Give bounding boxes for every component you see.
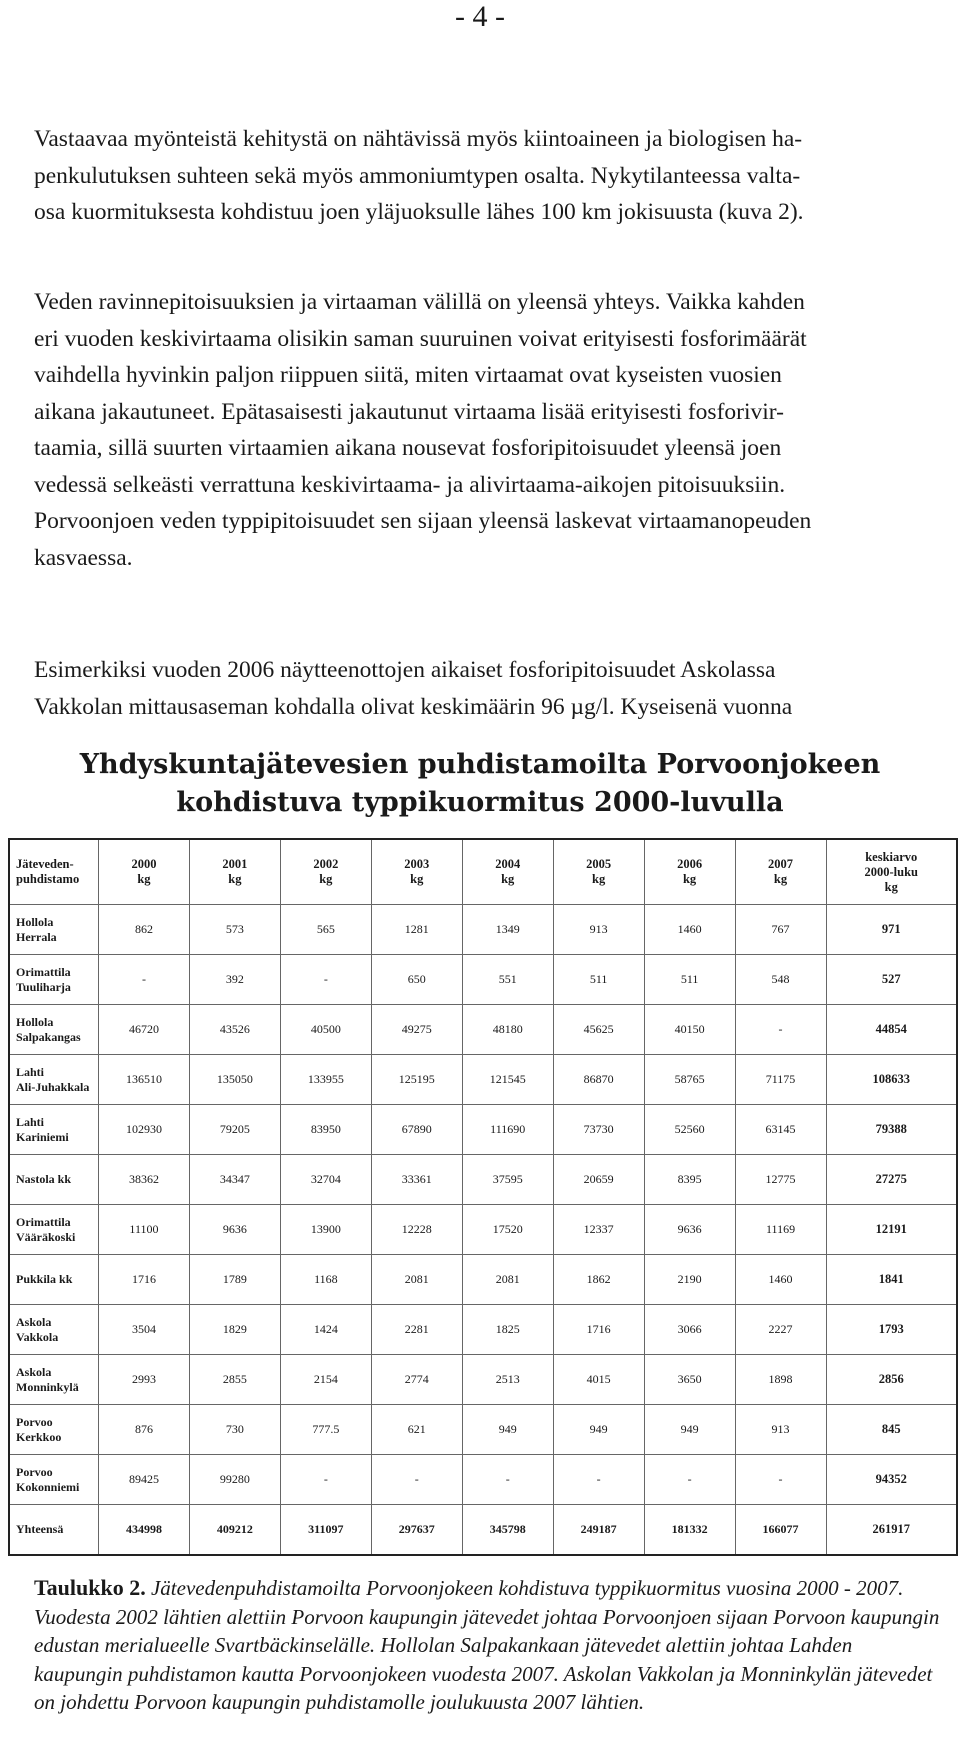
header-year [280, 839, 371, 905]
value-cell: 862 [99, 905, 190, 955]
value-cell: 20659 [553, 1155, 644, 1205]
plant-name-cell: Yhteensä [9, 1505, 99, 1555]
value-cell: - [644, 1455, 735, 1505]
header-year-label: 2000 [131, 857, 157, 871]
value-cell: 40500 [280, 1005, 371, 1055]
header-average-line1: keskiarvo [865, 849, 918, 864]
table-row [9, 955, 957, 1005]
value-cell: 1862 [553, 1255, 644, 1305]
value-cell: 311097 [280, 1505, 371, 1555]
value-cell: 17520 [462, 1205, 553, 1255]
average-cell: 79388 [826, 1105, 957, 1155]
header-plant-line2: puhdistamo [16, 872, 80, 886]
plant-name-cell: Nastola kk [9, 1155, 99, 1205]
table-body [9, 905, 957, 1555]
plant-name-cell: Pukkila kk [9, 1255, 99, 1305]
average-cell: 94352 [826, 1455, 957, 1505]
value-cell: 32704 [280, 1155, 371, 1205]
value-cell: 511 [553, 955, 644, 1005]
plant-name-cell: Askola Vakkola [9, 1305, 99, 1355]
plant-name-cell: Orimattila Tuuliharja [9, 955, 99, 1005]
value-cell: 83950 [280, 1105, 371, 1155]
header-unit: kg [592, 872, 606, 886]
value-cell: 46720 [99, 1005, 190, 1055]
value-cell: 71175 [735, 1055, 826, 1105]
header-average-line2: 2000-luku [864, 864, 918, 879]
table-header-row [9, 839, 957, 905]
table-row [9, 1255, 957, 1305]
table-title: Yhdyskuntajätevesien puhdistamoilta Porvoonjokeen kohdistuva typpikuormitus 2000-luvulla [79, 749, 881, 818]
value-cell: 551 [462, 955, 553, 1005]
plant-name-cell: Lahti Kariniemi [9, 1105, 99, 1155]
paragraph-nutrients-flow: Veden ravinnepitoisuuksien ja virtaaman välillä on yleensä yhteys. Vaikka kahden eri vuoden keskivirtaama olisikin saman suuruinen voivat erityisesti fosforimäärät vaihdella hyvinkin paljon riippuen siitä, miten virtaamat ovat kyseisten vuosien aikana jakautuneet. Epätasaisesti jakautunut virtaama lisää erityisesti fosforivir- taamia, sillä suurten virtaamien aikana nousevat fosforipitoisuudet yleensä joen vedessä selkeästi verrattuna keskivirtaama- ja alivirtaama-aikojen pitoisuuksiin. Porvoonjoen veden typpipitoisuudet sen sijaan yleensä laskevat virtaamanopeuden kasvaessa. [34, 289, 812, 571]
value-cell: 1829 [189, 1305, 280, 1355]
average-cell: 108633 [826, 1055, 957, 1105]
header-year [99, 839, 190, 905]
header-average [826, 839, 957, 905]
value-cell: - [280, 955, 371, 1005]
average-cell: 1841 [826, 1255, 957, 1305]
header-unit: kg [228, 872, 242, 886]
value-cell: 58765 [644, 1055, 735, 1105]
value-cell: 1424 [280, 1305, 371, 1355]
value-cell: 9636 [644, 1205, 735, 1255]
value-cell: 1716 [99, 1255, 190, 1305]
value-cell: 12775 [735, 1155, 826, 1205]
value-cell: 345798 [462, 1505, 553, 1555]
average-cell: 44854 [826, 1005, 957, 1055]
table-row [9, 1355, 957, 1405]
header-plant-line1: Jäteveden- [16, 857, 74, 871]
value-cell: 511 [644, 955, 735, 1005]
average-cell: 971 [826, 905, 957, 955]
value-cell: 2227 [735, 1305, 826, 1355]
table-row [9, 1055, 957, 1105]
value-cell: 67890 [371, 1105, 462, 1155]
value-cell: 2774 [371, 1355, 462, 1405]
value-cell: 2081 [462, 1255, 553, 1305]
value-cell: 548 [735, 955, 826, 1005]
plant-name-cell: Hollola Salpakangas [9, 1005, 99, 1055]
value-cell: 1825 [462, 1305, 553, 1355]
value-cell: 565 [280, 905, 371, 955]
header-unit: kg [319, 872, 333, 886]
value-cell: 4015 [553, 1355, 644, 1405]
value-cell: 12337 [553, 1205, 644, 1255]
caption-label: Taulukko 2. [34, 1575, 146, 1600]
value-cell: 434998 [99, 1505, 190, 1555]
value-cell: 409212 [189, 1505, 280, 1555]
table-row [9, 1005, 957, 1055]
value-cell: 37595 [462, 1155, 553, 1205]
value-cell: 63145 [735, 1105, 826, 1155]
table-total-row [9, 1505, 957, 1555]
plant-name-cell: Porvoo Kokonniemi [9, 1455, 99, 1505]
value-cell: 949 [553, 1405, 644, 1455]
value-cell: 1898 [735, 1355, 826, 1405]
header-year [735, 839, 826, 905]
value-cell: 297637 [371, 1505, 462, 1555]
value-cell: 38362 [99, 1155, 190, 1205]
value-cell: 34347 [189, 1155, 280, 1205]
value-cell: 11169 [735, 1205, 826, 1255]
value-cell: 136510 [99, 1055, 190, 1105]
value-cell: 89425 [99, 1455, 190, 1505]
value-cell: 111690 [462, 1105, 553, 1155]
value-cell: 1789 [189, 1255, 280, 1305]
value-cell: 777.5 [280, 1405, 371, 1455]
value-cell: 949 [644, 1405, 735, 1455]
value-cell: - [735, 1005, 826, 1055]
value-cell: 52560 [644, 1105, 735, 1155]
value-cell: 9636 [189, 1205, 280, 1255]
header-year [462, 839, 553, 905]
value-cell: 79205 [189, 1105, 280, 1155]
value-cell: 1460 [735, 1255, 826, 1305]
header-year [371, 839, 462, 905]
value-cell: 913 [553, 905, 644, 955]
header-year-label: 2006 [677, 857, 703, 871]
value-cell: - [99, 955, 190, 1005]
header-year-label: 2007 [768, 857, 794, 871]
average-cell: 261917 [826, 1505, 957, 1555]
value-cell: 2281 [371, 1305, 462, 1355]
caption-text: Jätevedenpuhdistamoilta Porvoonjokeen kohdistuva typpikuormitus vuosina 2000 - 2007. Vuodesta 2002 lähtien alettiin Porvoon kaupungin jätevedet johtaa Porvoonjoen sijaan Porvoon kaupungin edustan merialueelle Svartbäckinselälle. Hollolan Salpakankaan jätevedet alettiin johtaa Lahden kaupungin puhdistamon kautta Porvoonjokeen vuodesta 2007. Askolan Vakkolan ja Monninkylän jätevedet on johdettu Porvoon kaupungin puhdistamolle joulukuusta 2007 lähtien. [34, 1576, 940, 1714]
value-cell: 13900 [280, 1205, 371, 1255]
value-cell: 913 [735, 1405, 826, 1455]
value-cell: 133955 [280, 1055, 371, 1105]
table-row [9, 1455, 957, 1505]
header-unit: kg [501, 872, 515, 886]
value-cell: 2081 [371, 1255, 462, 1305]
value-cell: 730 [189, 1405, 280, 1455]
value-cell: 2190 [644, 1255, 735, 1305]
value-cell: 767 [735, 905, 826, 955]
value-cell: 2855 [189, 1355, 280, 1405]
value-cell: 1168 [280, 1255, 371, 1305]
header-year [189, 839, 280, 905]
value-cell: 1460 [644, 905, 735, 955]
value-cell: 125195 [371, 1055, 462, 1105]
plant-name-cell: Askola Monninkylä [9, 1355, 99, 1405]
header-year-label: 2002 [313, 857, 339, 871]
value-cell: 1716 [553, 1305, 644, 1355]
value-cell: 2993 [99, 1355, 190, 1405]
value-cell: - [462, 1455, 553, 1505]
table-caption [34, 1574, 940, 1717]
header-unit: kg [884, 879, 898, 894]
average-cell: 527 [826, 955, 957, 1005]
value-cell: 650 [371, 955, 462, 1005]
value-cell: 12228 [371, 1205, 462, 1255]
header-year [553, 839, 644, 905]
value-cell: 573 [189, 905, 280, 955]
header-unit: kg [773, 872, 788, 886]
value-cell: 135050 [189, 1055, 280, 1105]
value-cell: 43526 [189, 1005, 280, 1055]
value-cell: - [280, 1455, 371, 1505]
value-cell: 3650 [644, 1355, 735, 1405]
value-cell: 876 [99, 1405, 190, 1455]
value-cell: 99280 [189, 1455, 280, 1505]
value-cell: - [371, 1455, 462, 1505]
average-cell: 1793 [826, 1305, 957, 1355]
header-unit: kg [137, 872, 151, 886]
average-cell: 12191 [826, 1205, 957, 1255]
table-row [9, 905, 957, 955]
table-row [9, 1105, 957, 1155]
paragraph-example-2006: Esimerkiksi vuoden 2006 näytteenottojen aikaiset fosforipitoisuudet Askolassa Vakkolan mittausaseman kohdalla olivat keskimäärin 96 µg/l. Kyseisenä vuonna [34, 657, 793, 720]
table-row [9, 1405, 957, 1455]
plant-name-cell: Lahti Ali-Juhakkala [9, 1055, 99, 1105]
value-cell: 48180 [462, 1005, 553, 1055]
value-cell: 49275 [371, 1005, 462, 1055]
plant-name-cell: Hollola Herrala [9, 905, 99, 955]
value-cell: 1281 [371, 905, 462, 955]
average-cell: 845 [826, 1405, 957, 1455]
header-unit: kg [682, 872, 697, 886]
value-cell: 40150 [644, 1005, 735, 1055]
value-cell: 8395 [644, 1155, 735, 1205]
value-cell: 3066 [644, 1305, 735, 1355]
value-cell: 73730 [553, 1105, 644, 1155]
nitrogen-load-table [8, 838, 958, 1556]
table-row [9, 1155, 957, 1205]
table-row [9, 1305, 957, 1355]
value-cell: 249187 [553, 1505, 644, 1555]
value-cell: - [735, 1455, 826, 1505]
header-year [644, 839, 735, 905]
paragraph-intro: Vastaavaa myönteistä kehitystä on nähtävissä myös kiintoaineen ja biologisen ha- penkulutuksen suhteen sekä myös ammoniumtypen osalta. Nykytilanteessa valta- osa kuormituksesta kohdistuu joen yläjuoksulle lähes 100 km jokisuusta (kuva 2). [34, 126, 804, 225]
value-cell: 166077 [735, 1505, 826, 1555]
header-year-label: 2003 [404, 857, 430, 871]
value-cell: 86870 [553, 1055, 644, 1105]
plant-name-cell: Porvoo Kerkkoo [9, 1405, 99, 1455]
value-cell: 1349 [462, 905, 553, 955]
value-cell: 3504 [99, 1305, 190, 1355]
value-cell: - [553, 1455, 644, 1505]
value-cell: 121545 [462, 1055, 553, 1105]
value-cell: 949 [462, 1405, 553, 1455]
header-year-label: 2005 [586, 857, 612, 871]
header-plant [9, 839, 99, 905]
value-cell: 392 [189, 955, 280, 1005]
value-cell: 102930 [99, 1105, 190, 1155]
header-year-label: 2001 [222, 857, 248, 871]
average-cell: 2856 [826, 1355, 957, 1405]
value-cell: 621 [371, 1405, 462, 1455]
plant-name-cell: Orimattila Vääräkoski [9, 1205, 99, 1255]
value-cell: 11100 [99, 1205, 190, 1255]
header-unit: kg [410, 872, 424, 886]
page-number: - 4 - [455, 0, 505, 33]
value-cell: 45625 [553, 1005, 644, 1055]
value-cell: 181332 [644, 1505, 735, 1555]
header-year-label: 2004 [495, 857, 521, 871]
table-row [9, 1205, 957, 1255]
value-cell: 33361 [371, 1155, 462, 1205]
average-cell: 27275 [826, 1155, 957, 1205]
value-cell: 2154 [280, 1355, 371, 1405]
value-cell: 2513 [462, 1355, 553, 1405]
